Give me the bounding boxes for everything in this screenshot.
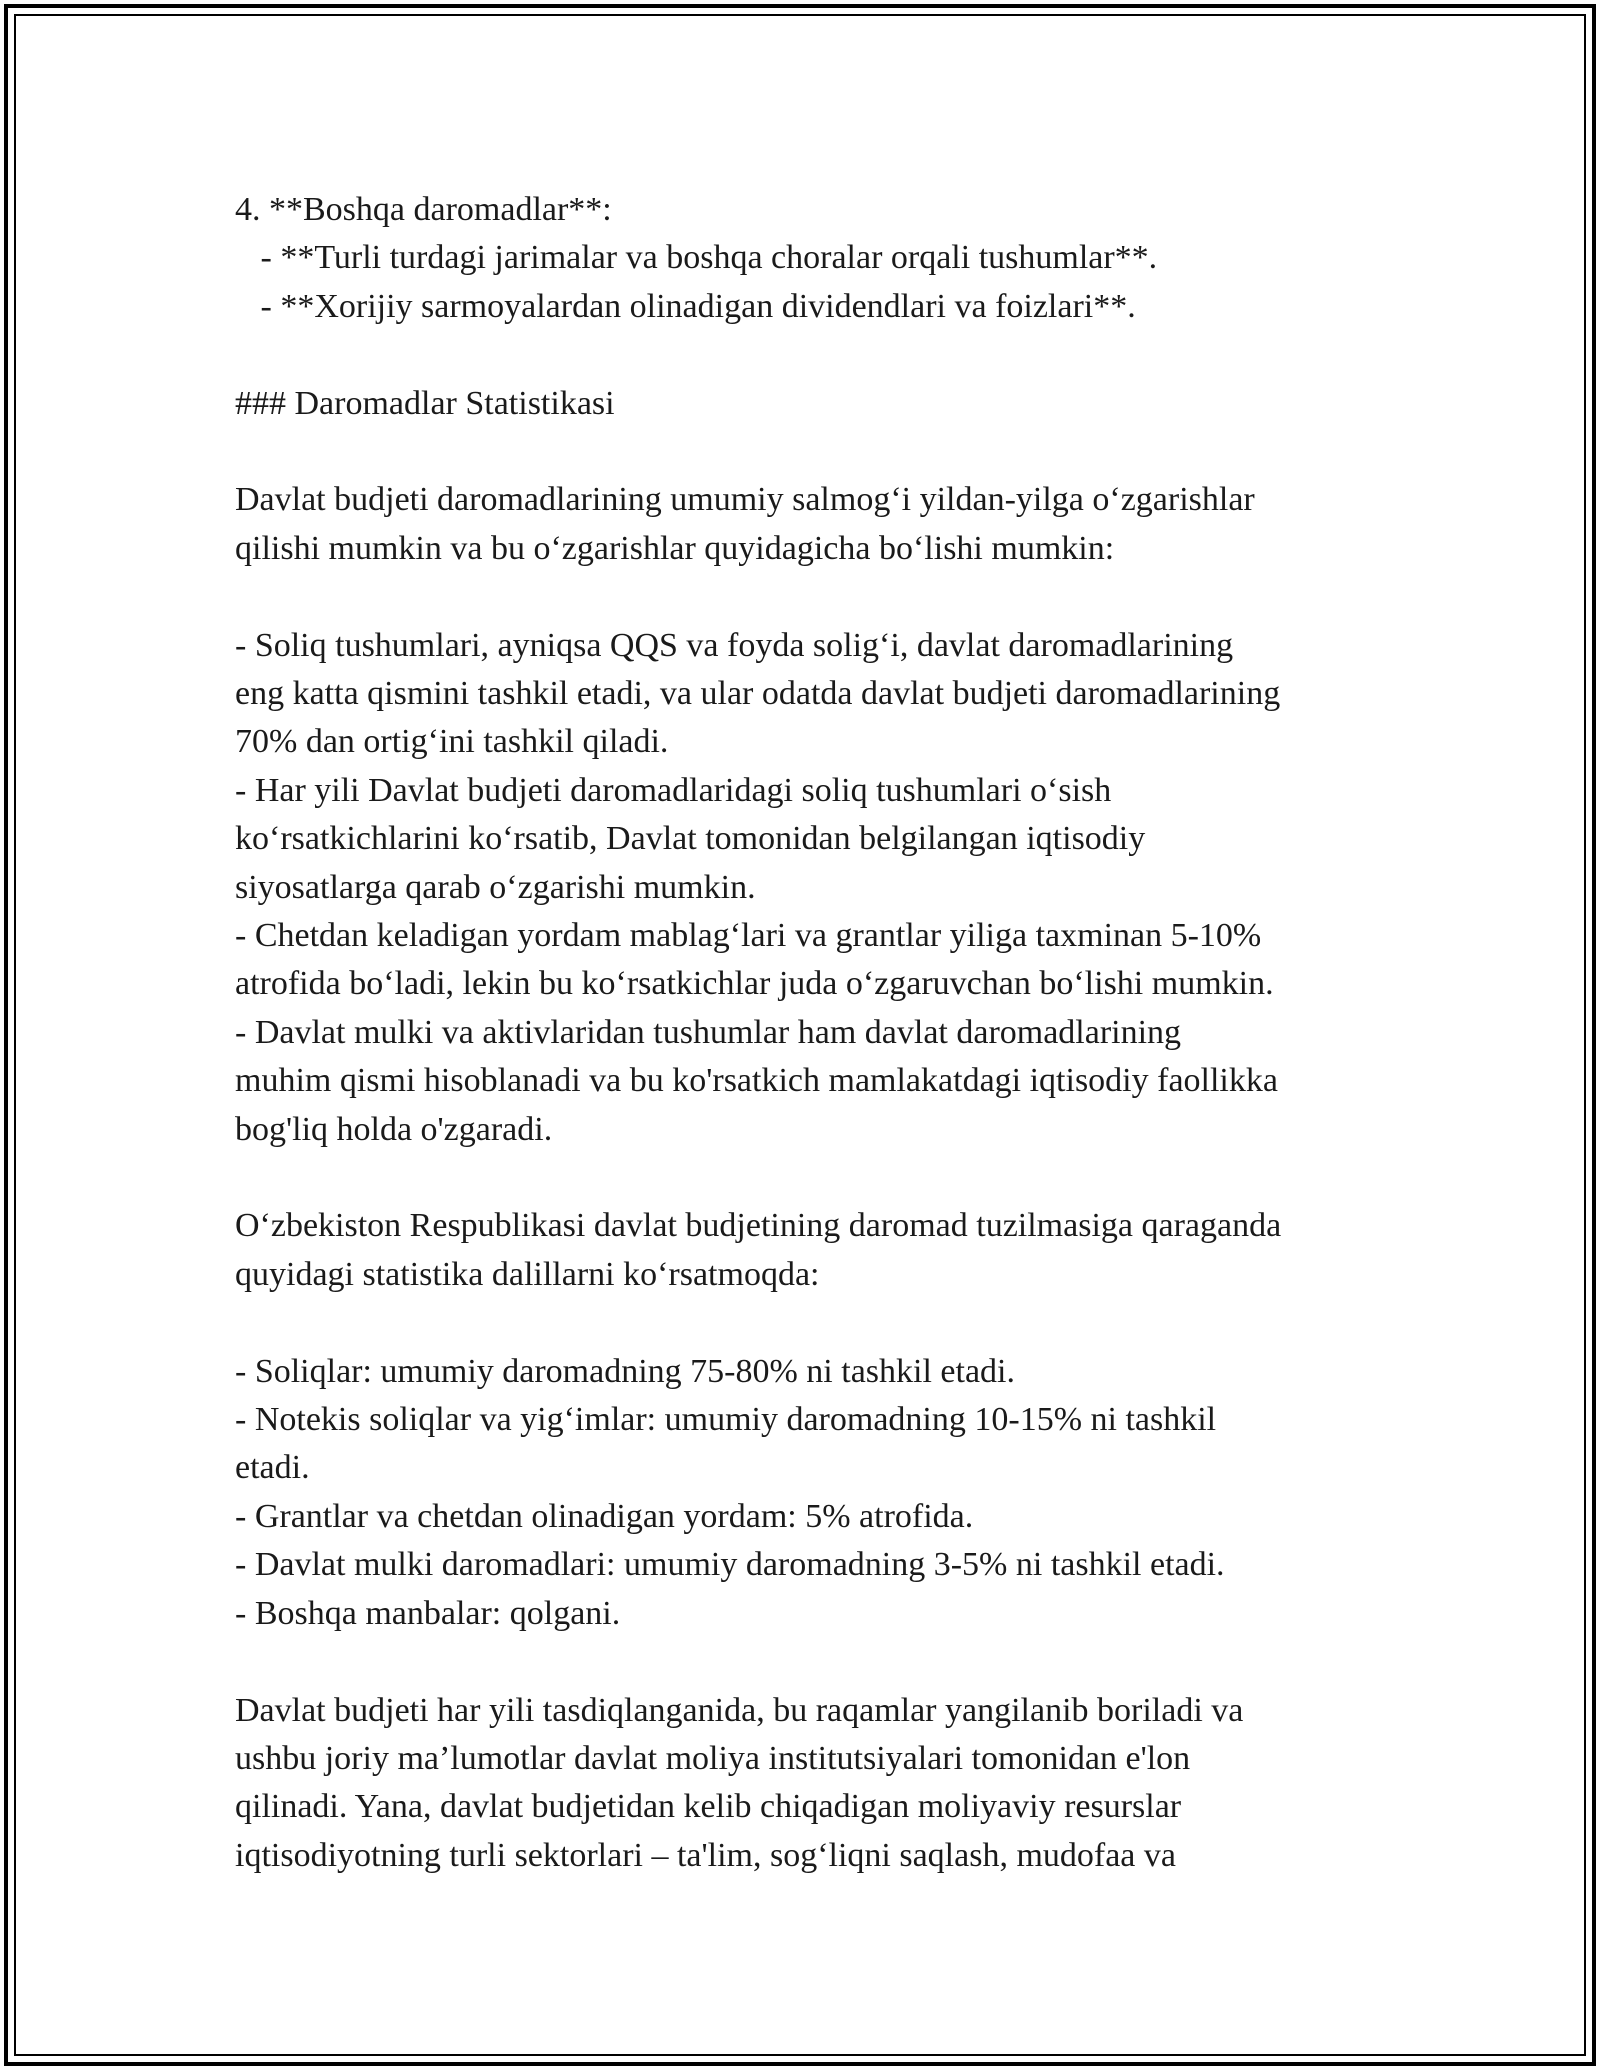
document-body — [235, 186, 1375, 1880]
section-heading: ### Daromadlar Statistikasi — [235, 384, 615, 422]
blank-line — [235, 1299, 1375, 1347]
bullet-line: - Har yili Davlat budjeti daromadlaridagi soliq tushumlari o‘sish — [235, 771, 1112, 809]
paragraph-line: ushbu joriy ma’lumotlar davlat moliya institutsiyalari tomonidan e'lon — [235, 1739, 1191, 1777]
bullet-line: - Notekis soliqlar va yig‘imlar: umumiy daromadning 10-15% ni tashkil — [235, 1401, 1217, 1439]
bullet-line: - Soliq tushumlari, ayniqsa QQS va foyda solig‘i, davlat daromadlarining — [235, 626, 1234, 664]
blank-line — [235, 1638, 1375, 1686]
list-item-other-income: 4. **Boshqa daromadlar**: — [235, 191, 612, 228]
blank-line — [235, 573, 1375, 621]
bullet-line: siyosatlarga qarab o‘zgarishi mumkin. — [235, 868, 756, 906]
blank-line — [235, 428, 1375, 476]
bullet-line: bog'liq holda o'zgaradi. — [235, 1110, 553, 1148]
paragraph-line: quyidagi statistika dalillarni ko‘rsatmoqda: — [235, 1255, 820, 1293]
blank-line — [235, 1154, 1375, 1202]
blank-line — [235, 331, 1375, 379]
bullet-line: muhim qismi hisoblanadi va bu ko'rsatkich mamlakatdagi iqtisodiy faollikka — [235, 1062, 1278, 1100]
bullet-line: - Boshqa manbalar: qolgani. — [235, 1594, 621, 1632]
paragraph-line: Davlat budjeti har yili tasdiqlanganida, bu raqamlar yangilanib boriladi va — [235, 1691, 1244, 1729]
bullet-line: eng katta qismini tashkil etadi, va ular odatda davlat budjeti daromadlarining — [235, 675, 1281, 713]
paragraph-line: qilishi mumkin va bu o‘zgarishlar quyidagicha bo‘lishi mumkin: — [235, 529, 1115, 567]
bullet-line: atrofida bo‘ladi, lekin bu ko‘rsatkichlar juda o‘zgaruvchan bo‘lishi mumkin. — [235, 965, 1274, 1003]
bullet-line: - Soliqlar: umumiy daromadning 75-80% ni tashkil etadi. — [235, 1352, 1015, 1390]
bullet-line: - Grantlar va chetdan olinadigan yordam: 5% atrofida. — [235, 1497, 974, 1535]
paragraph-line: qilinadi. Yana, davlat budjetidan kelib chiqadigan moliyaviy resurslar — [235, 1788, 1182, 1826]
bullet-line: 70% dan ortig‘ini tashkil qiladi. — [235, 723, 669, 761]
bullet-line: etadi. — [235, 1449, 310, 1487]
paragraph-line: O‘zbekiston Respublikasi davlat budjetining daromad tuzilmasiga qaraganda — [235, 1207, 1282, 1245]
bullet-line: - Chetdan keladigan yordam mablag‘lari va grantlar yiliga taxminan 5-10% — [235, 917, 1262, 955]
paragraph-line: iqtisodiyotning turli sektorlari – ta'lim, sog‘liqni saqlash, mudofaa va — [235, 1836, 1176, 1874]
paragraph-line: Davlat budjeti daromadlarining umumiy salmog‘i yildan-yilga o‘zgarishlar — [235, 481, 1255, 519]
bullet-line: - Davlat mulki daromadlari: umumiy daromadning 3-5% ni tashkil etadi. — [235, 1546, 1225, 1584]
sub-item-fines: - **Turli turdagi jarimalar va boshqa choralar orqali tushumlar**. — [235, 239, 1158, 277]
bullet-line: ko‘rsatkichlarini ko‘rsatib, Davlat tomonidan belgilangan iqtisodiy — [235, 820, 1146, 858]
bullet-line: - Davlat mulki va aktivlaridan tushumlar ham davlat daromadlarining — [235, 1013, 1182, 1051]
sub-item-dividends: - **Xorijiy sarmoyalardan olinadigan dividendlari va foizlari**. — [235, 287, 1136, 325]
